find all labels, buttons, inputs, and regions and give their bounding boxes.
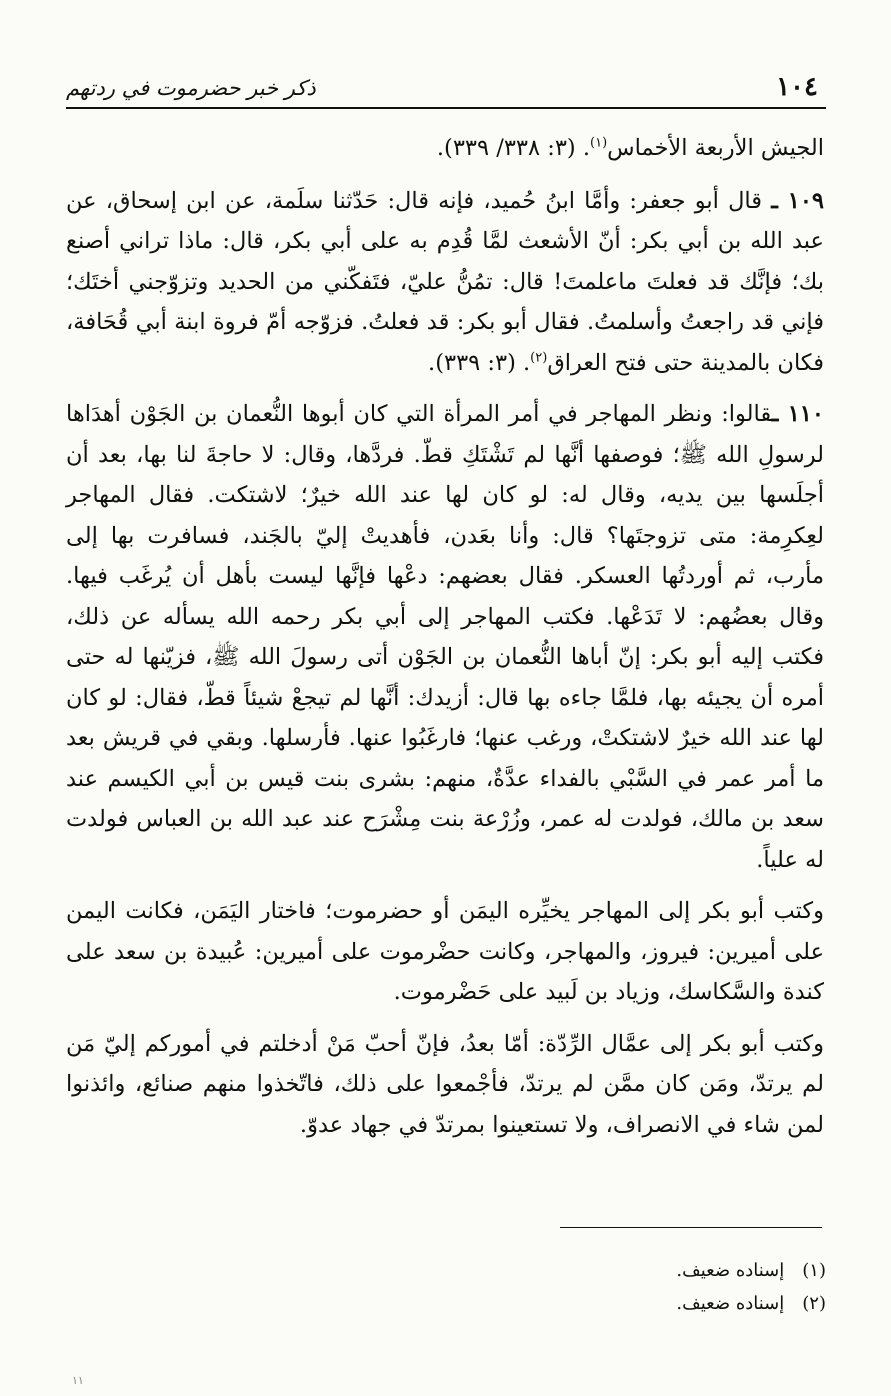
footnote-ref: (١) xyxy=(590,135,608,151)
paragraph-text: قالوا: ونظر المهاجر في أمر المرأة التي كان أبوها النُّعمان بن الجَوْن أهدَاها لرسولِ الله ﷺ؛ فوصفها أنَّها لم تَشْتَكِ قطّ. فردَّها، وقال: لا حاجةَ لنا بها، بعد أن أجلَسها بين يديه، وقال له: لو كان لها عند الله خيرٌ؛ لاشتكت. فقال المهاجر لعِكرِمة: متى تزوجتَها؟ قال: وأنا بعَدن، فأهديتْ إليّ بالجَند، فسافرت بها إلى مأرب، ثم أوردتُها العسكر. فقال بعضهم: دعْها فإنَّها ليست بأهل أن يُرغَب فيها. وقال بعضُهم: لا تَدَعْها. فكتب المهاجر إلى أبي بكر رحمه الله يسأله عن ذلك، فكتب إليه أبو بكر: إنّ أباها النُّعمان بن الجَوْن أتى رسولَ الله ﷺ، فزيّنها له حتى أمره أن يجيئه بها، فلمَّا جاءه بها قال: أزيدك: أنَّها لم تيجعْ شيئاً قطّ، فقال: لو كان لها عند الله خيرٌ لاشتكتْ، ورغب عنها؛ فارغَبُوا عنها. فأرسلها. وبقي في قريش بعد ما أمر عمر في السَّبْي بالفداء عدَّةٌ، منهم: بشرى بنت قيس بن أبي الكيسم عند سعد بن مالك، فولدت له عمر، وزُرْعة بنت مِشْرَح عند عبد الله بن العباس فولدت له علياً. xyxy=(66,401,824,873)
paragraph-continuation xyxy=(66,128,824,169)
footnote-text: إسناده ضعيف. xyxy=(676,1260,785,1281)
paragraph-110 xyxy=(66,394,824,880)
main-text xyxy=(66,128,824,1156)
paragraph-109 xyxy=(66,181,824,384)
footnote-1 xyxy=(66,1254,826,1287)
footnotes xyxy=(66,1254,826,1320)
paragraph-number: ١١٠ ـ xyxy=(771,401,824,427)
corner-mark: ١١ xyxy=(72,1374,84,1387)
paragraph-yemen: وكتب أبو بكر إلى المهاجر يخيِّره اليمَن أو حضرموت؛ فاختار اليَمَن، فكانت اليمن على أميرين: فيروز، والمهاجر، وكانت حضْرموت على أميرين: عُبيدة بن سعد على كندة والسَّكاسك، وزياد بن لَبيد على حَضْرموت. xyxy=(66,898,824,1005)
citation: . (٣: ٣٣٩). xyxy=(428,349,531,376)
footnote-mark: (١) xyxy=(802,1260,826,1281)
running-title: ذكر خبر حضرموت في ردتهم xyxy=(66,76,316,100)
footnote-text: إسناده ضعيف. xyxy=(676,1293,785,1314)
page-header xyxy=(66,64,826,102)
citation: . (٣: ٣٣٨/ ٣٣٩). xyxy=(436,135,590,161)
footnote-rule xyxy=(560,1227,822,1228)
paragraph-text: قال أبو جعفر: وأمَّا ابنُ حُميد، فإنه قال: حَدّثنا سلَمة، عن ابن إسحاق، عن عبد الله بن أبي بكر: أنّ الأشعث لمَّا قُدِم به على أبي بكر، قال: ماذا تراني أصنع بك؛ فإنَّك قد فعلتَ ماعلمتَ! قال: تمُنُّ عليّ، فتَفكّني من الحديد وتزوّجني أختَك؛ فإني قد راجعتُ وأسلمتُ. فقال أبو بكر: قد فعلتُ. فزوّجه أمّ فروة ابنة أبي قُحَافة، فكان بالمدينة حتى فتح العراق xyxy=(66,187,824,376)
footnote-mark: (٢) xyxy=(802,1293,826,1314)
page-number: ١٠٤ xyxy=(776,72,818,102)
header-rule xyxy=(66,107,826,109)
paragraph-text: الجيش الأربعة الأخماس xyxy=(607,135,824,161)
footnote-2 xyxy=(66,1287,826,1320)
paragraph-ridda: وكتب أبو بكر إلى عمَّال الرِّدّة: أمّا بعدُ، فإنّ أحبّ مَنْ أدخلتم في أموركم إليّ مَن لم يرتدّ، ومَن كان ممَّن لم يرتدّ، فأجْمعوا على ذلك، فاتّخذوا منهم صنائع، وائذنوا لمن شاء في الانصراف، ولا تستعينوا بمرتدّ في جهاد عدوّ. xyxy=(66,1030,824,1138)
paragraph-number: ١٠٩ ـ xyxy=(771,187,825,214)
footnote-ref: (٢) xyxy=(530,350,548,365)
